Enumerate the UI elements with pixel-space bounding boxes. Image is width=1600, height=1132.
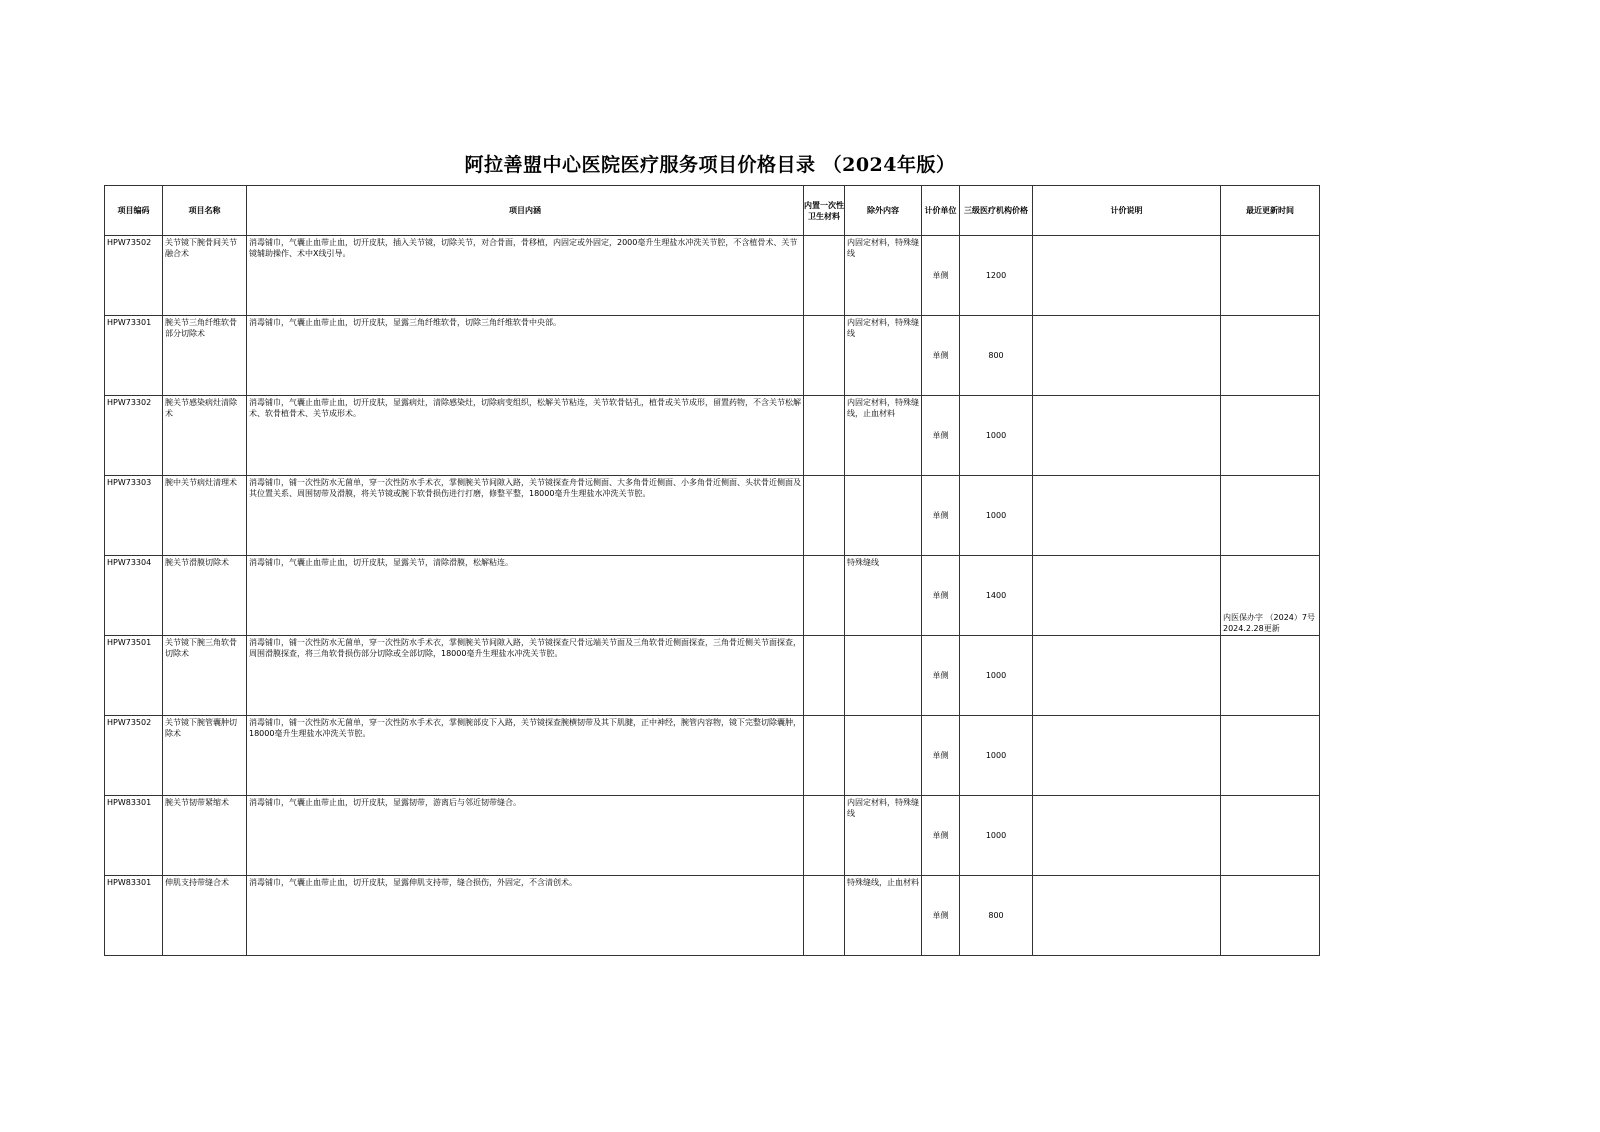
cell-content: 消毒铺巾，气囊止血带止血，切开皮肤，显露病灶，清除感染灶，切除病变组织，松解关节粘连，关节软骨钻孔，植骨或关节成形，留置药物，不含关节松解术、软骨植骨术、关节成形术。 — [247, 396, 804, 476]
cell-price: 800 — [960, 316, 1033, 396]
cell-materials — [804, 316, 845, 396]
cell-code: HPW73501 — [105, 636, 163, 716]
header-note: 计价说明 — [1033, 186, 1221, 236]
cell-name: 腕关节滑膜切除术 — [163, 556, 247, 636]
table-body — [105, 236, 1320, 956]
cell-note — [1033, 636, 1221, 716]
cell-note — [1033, 796, 1221, 876]
cell-updated — [1221, 396, 1320, 476]
cell-name: 关节镜下腕三角软骨切除术 — [163, 636, 247, 716]
cell-name: 关节镜下腕管囊肿切除术 — [163, 716, 247, 796]
cell-price: 800 — [960, 876, 1033, 956]
cell-name: 伸肌支持带缝合术 — [163, 876, 247, 956]
cell-price: 1000 — [960, 636, 1033, 716]
cell-exclusions — [845, 636, 922, 716]
header-content: 项目内涵 — [247, 186, 804, 236]
cell-code: HPW83301 — [105, 876, 163, 956]
table-row — [105, 236, 1320, 316]
header-unit: 计价单位 — [922, 186, 960, 236]
cell-materials — [804, 796, 845, 876]
cell-exclusions: 特殊缝线，止血材料 — [845, 876, 922, 956]
cell-exclusions — [845, 716, 922, 796]
cell-code: HPW83301 — [105, 796, 163, 876]
cell-updated — [1221, 316, 1320, 396]
cell-code: HPW73303 — [105, 476, 163, 556]
cell-content: 消毒铺巾，气囊止血带止血，切开皮肤，显露关节，清除滑膜，松解粘连。 — [247, 556, 804, 636]
cell-note — [1033, 876, 1221, 956]
cell-unit: 单侧 — [922, 556, 960, 636]
price-table — [104, 185, 1320, 956]
cell-unit: 单侧 — [922, 316, 960, 396]
cell-exclusions: 特殊缝线 — [845, 556, 922, 636]
cell-materials — [804, 716, 845, 796]
cell-code: HPW73301 — [105, 316, 163, 396]
cell-note — [1033, 396, 1221, 476]
header-code: 项目编码 — [105, 186, 163, 236]
cell-updated — [1221, 796, 1320, 876]
cell-unit: 单侧 — [922, 716, 960, 796]
cell-unit: 单侧 — [922, 236, 960, 316]
cell-code: HPW73302 — [105, 396, 163, 476]
header-name: 项目名称 — [163, 186, 247, 236]
table-row — [105, 476, 1320, 556]
cell-unit: 单侧 — [922, 396, 960, 476]
table-row — [105, 716, 1320, 796]
cell-note — [1033, 556, 1221, 636]
table-row — [105, 636, 1320, 716]
header-price: 三级医疗机构价格 — [960, 186, 1033, 236]
table-row — [105, 796, 1320, 876]
cell-exclusions: 内固定材料，特殊缝线，止血材料 — [845, 396, 922, 476]
cell-name: 腕关节感染病灶清除术 — [163, 396, 247, 476]
cell-content: 消毒铺巾，气囊止血带止血，切开皮肤，显露韧带，游离后与邻近韧带缝合。 — [247, 796, 804, 876]
cell-updated: 内医保办字 （2024）7号 2024.2.28更新 — [1221, 556, 1320, 636]
cell-note — [1033, 716, 1221, 796]
cell-name: 腕关节韧带紧缩术 — [163, 796, 247, 876]
cell-materials — [804, 236, 845, 316]
cell-unit: 单侧 — [922, 796, 960, 876]
cell-unit: 单侧 — [922, 636, 960, 716]
cell-name: 关节镜下腕骨间关节融合术 — [163, 236, 247, 316]
cell-name: 腕中关节病灶清理术 — [163, 476, 247, 556]
cell-materials — [804, 396, 845, 476]
cell-content: 消毒铺巾，气囊止血带止血，切开皮肤，显露伸肌支持带，缝合损伤，外固定，不含清创术。 — [247, 876, 804, 956]
table-row — [105, 876, 1320, 956]
cell-updated — [1221, 476, 1320, 556]
cell-materials — [804, 636, 845, 716]
cell-note — [1033, 476, 1221, 556]
table-row — [105, 396, 1320, 476]
cell-price: 1000 — [960, 796, 1033, 876]
header-row — [105, 186, 1320, 236]
cell-unit: 单侧 — [922, 876, 960, 956]
table-row — [105, 316, 1320, 396]
cell-content: 消毒铺巾，铺一次性防水无菌单，穿一次性防水手术衣，掌侧腕部皮下入路，关节镜探查腕横韧带及其下肌腱，正中神经，腕管内容物，镜下完整切除囊肿，18000毫升生理盐水冲洗关节腔。 — [247, 716, 804, 796]
cell-code: HPW73502 — [105, 236, 163, 316]
cell-materials — [804, 556, 845, 636]
cell-materials — [804, 476, 845, 556]
page-title: 阿拉善盟中心医院医疗服务项目价格目录 （2024年版） — [464, 154, 956, 176]
cell-exclusions: 内固定材料，特殊缝线 — [845, 316, 922, 396]
cell-updated — [1221, 876, 1320, 956]
cell-code: HPW73304 — [105, 556, 163, 636]
cell-price: 1000 — [960, 396, 1033, 476]
cell-updated — [1221, 716, 1320, 796]
cell-updated — [1221, 236, 1320, 316]
cell-updated — [1221, 636, 1320, 716]
cell-name: 腕关节三角纤维软骨部分切除术 — [163, 316, 247, 396]
cell-materials — [804, 876, 845, 956]
cell-exclusions — [845, 476, 922, 556]
cell-price: 1000 — [960, 716, 1033, 796]
cell-exclusions: 内固定材料，特殊缝线 — [845, 236, 922, 316]
cell-price: 1200 — [960, 236, 1033, 316]
cell-code: HPW73502 — [105, 716, 163, 796]
cell-content: 消毒铺巾，铺一次性防水无菌单，穿一次性防水手术衣，掌侧腕关节间隙入路，关节镜探查舟骨远侧面、大多角骨近侧面、小多角骨近侧面、头状骨近侧面及其位置关系、周围韧带及滑膜，将关节镜或腕下软骨损伤进行打磨，修整平整，18000毫升生理盐水冲洗关节腔。 — [247, 476, 804, 556]
cell-content: 消毒铺巾，铺一次性防水无菌单，穿一次性防水手术衣，掌侧腕关节间隙入路，关节镜探查尺骨远端关节面及三角软骨近侧面探查，三角骨近侧关节面探查，周围滑膜探查，将三角软骨损伤部分切除或全部切除，18000毫升生理盐水冲洗关节腔。 — [247, 636, 804, 716]
cell-unit: 单侧 — [922, 476, 960, 556]
table-row — [105, 556, 1320, 636]
cell-price: 1000 — [960, 476, 1033, 556]
cell-exclusions: 内固定材料，特殊缝线 — [845, 796, 922, 876]
cell-price: 1400 — [960, 556, 1033, 636]
header-exclusions: 除外内容 — [845, 186, 922, 236]
cell-content: 消毒铺巾，气囊止血带止血，切开皮肤，显露三角纤维软骨，切除三角纤维软骨中央部。 — [247, 316, 804, 396]
cell-note — [1033, 236, 1221, 316]
header-materials: 内置一次性卫生材料 — [804, 186, 845, 236]
cell-note — [1033, 316, 1221, 396]
cell-content: 消毒铺巾，气囊止血带止血，切开皮肤，插入关节镜，切除关节，对合骨面，骨移植，内固定或外固定，2000毫升生理盐水冲洗关节腔，不含植骨术、关节镜辅助操作、术中X线引导。 — [247, 236, 804, 316]
header-updated: 最近更新时间 — [1221, 186, 1320, 236]
